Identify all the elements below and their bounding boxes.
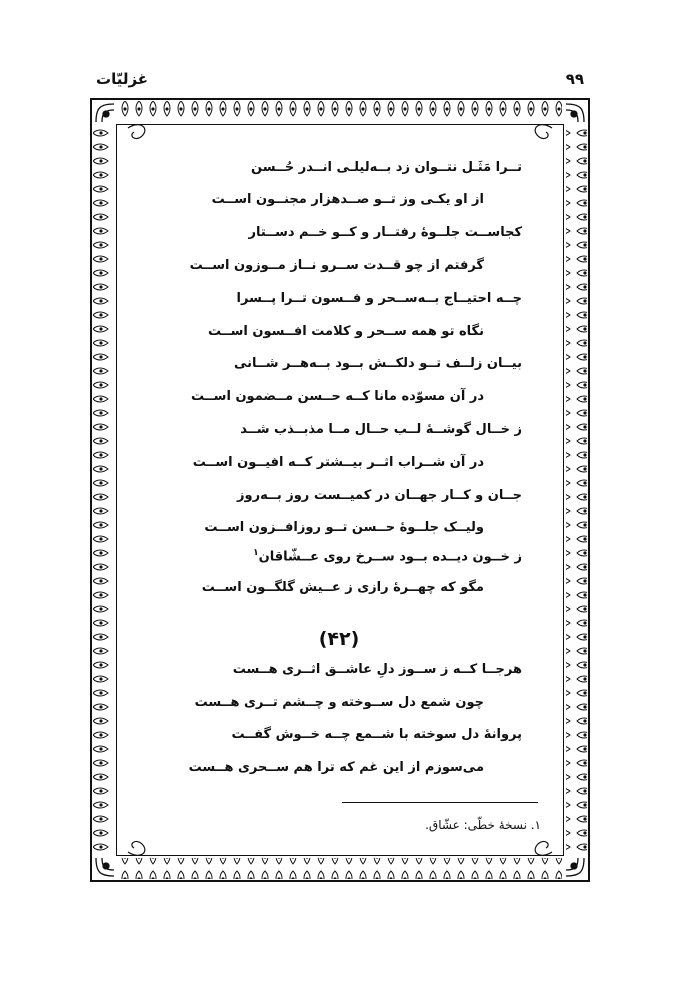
verse-line-with-footnote [253,548,522,564]
ornament-right [566,126,587,854]
verse-line: جــان و کــار جهــان در کمیــست روز بــه‌روز [237,488,522,503]
footnote-marker: ۱ [253,548,259,558]
verse-line: کجاســت جلــوهٔ رفتــار و کــو خــم دســتار [248,225,522,240]
footnote: ۱. نسخهٔ خطّی: عشّاق. [425,818,541,832]
verse-line: گرفتم از چو قــدت ســرو نــاز مــوزون اســت [189,258,484,273]
verse-line: پروانهٔ دل سوخته با شــمع چــه خــوش گفــت [231,727,522,742]
verse-line: ز خــال گوشــهٔ لــب حــال مــا مذبــذب شــد [240,422,522,437]
verse-line: چــه احتیــاج بــه‌ســحر و فــسون تــرا پــسرا [236,291,522,306]
running-head [92,70,588,94]
verse-line: هرجــا کــه ز ســوز دلِ عاشــق اثــری هــست [232,662,522,677]
verse-line: نگاه تو همه ســحر و کلامت افــسون اســت [208,324,484,339]
verse-line: از او یکـی وز تــو صــدهزار مجنــون اســت [211,192,484,207]
section-title: غزلیّات [96,70,149,88]
verse-line: مگو که چهــرهٔ رازی ز عــیش گلگــون اســت [201,580,484,595]
page-number: ۹۹ [565,70,584,88]
verse-line: بیــان زلــف تــو دلکــش بــود بــه‌هــر شــانی [233,356,522,371]
verse-line: می‌سوزم از این غم که ترا هم ســحری هــست [188,760,484,775]
verse-line: در آن مسوّده مانا کــه حــسن مــضمون اســت [191,389,484,404]
verse-line: در آن شــراب اثــر بیــشتر کــه افیــون اســت [192,455,484,470]
ornament-left [93,126,114,854]
poem-content [130,140,548,840]
ornament-top [118,101,562,122]
poem-number: (۴۲) [318,628,360,650]
ornament-bottom [118,858,562,879]
verse-line: تــرا مَثَـل نتــوان زد بــه‌لیلـی انــدر حُــسن [251,160,522,175]
verse-line: ز خــون دیــده بــود ســرخ روی عــشّاقان [258,549,522,565]
footnote-rule [342,802,538,803]
verse-line: چون شمع دل ســوخته و چــشم تــری هــست [194,695,484,710]
verse-line: ولیــک جلــوهٔ حــسن تــو روزافــزون اســت [204,520,484,535]
